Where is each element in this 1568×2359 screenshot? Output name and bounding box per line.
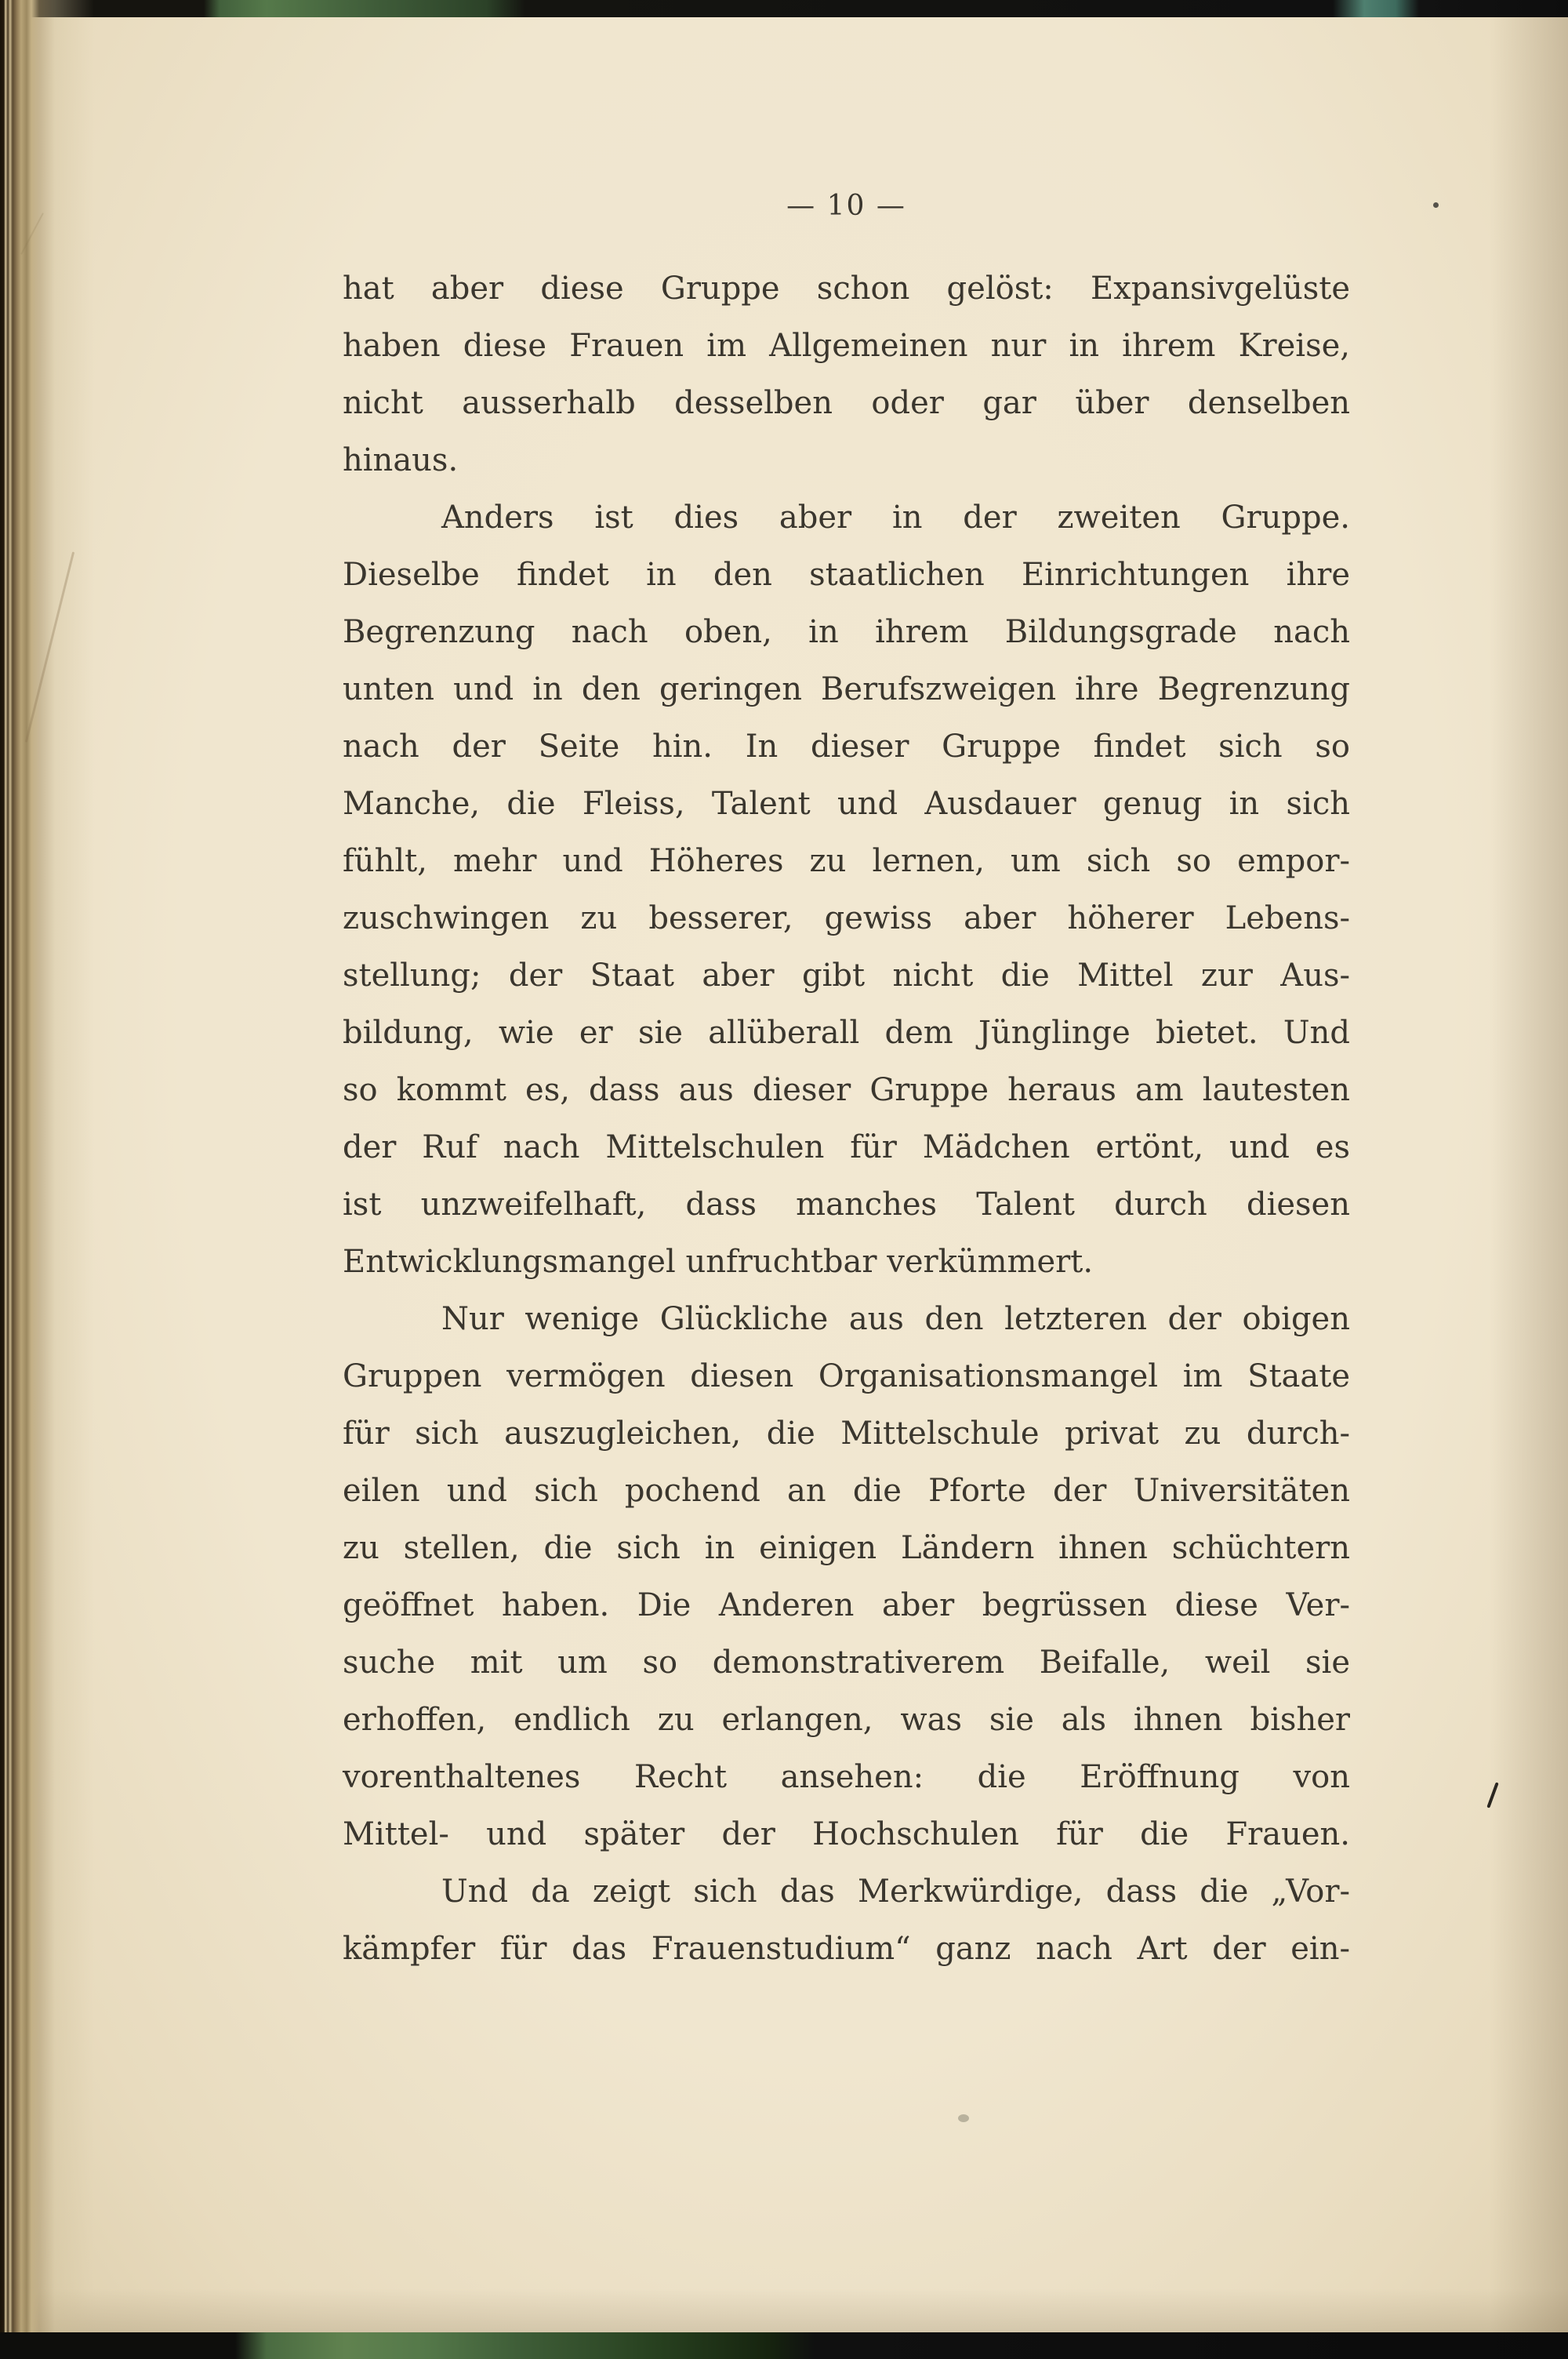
text-line: hinaus.	[343, 442, 459, 478]
text-line: kämpfer für das Frauenstudium“ ganz nach Art der ein-	[343, 1931, 1350, 1967]
text-line: Und da zeigt sich das Merkwürdige, dass die „Vor-	[441, 1874, 1350, 1910]
text-line: Begrenzung nach oben, in ihrem Bildungsgrade nach	[343, 614, 1350, 650]
book-cover-top-edge	[0, 0, 1568, 17]
text-line: geöffnet haben. Die Anderen aber begrüssen diese Ver-	[343, 1587, 1350, 1623]
text-line: zuschwingen zu besserer, gewiss aber höherer Lebens-	[343, 900, 1350, 936]
text-line: unten und in den geringen Berufszweigen ihre Begrenzung	[343, 671, 1350, 707]
text-line: nach der Seite hin. In dieser Gruppe findet sich so	[343, 729, 1350, 765]
text-line: bildung, wie er sie allüberall dem Jünglinge bietet. Und	[343, 1015, 1350, 1051]
text-line: suche mit um so demonstrativerem Beifalle, weil sie	[343, 1645, 1350, 1681]
text-line: Entwicklungsmangel unfruchtbar verkümmert.	[343, 1244, 1094, 1280]
text-line: ist unzweifelhaft, dass manches Talent durch diesen	[343, 1187, 1350, 1223]
text-line: Gruppen vermögen diesen Organisationsmangel im Staate	[343, 1358, 1350, 1394]
pen-mark	[1486, 1782, 1498, 1808]
book-cover-bottom-edge	[0, 2332, 1568, 2359]
text-line: haben diese Frauen im Allgemeinen nur in ihrem Kreise,	[343, 328, 1350, 364]
text-line: hat aber diese Gruppe schon gelöst: Expansivgelüste	[343, 271, 1350, 307]
ink-speck	[1433, 202, 1439, 208]
text-line: zu stellen, die sich in einigen Ländern ihnen schüchtern	[343, 1530, 1350, 1566]
text-line: Manche, die Fleiss, Talent und Ausdauer genug in sich	[343, 786, 1350, 822]
text-line: für sich auszugleichen, die Mittelschule privat zu durch-	[343, 1416, 1350, 1452]
page-stack-binding-edge	[0, 0, 94, 2359]
text-line: fühlt, mehr und Höheres zu lernen, um sich so empor-	[343, 843, 1350, 879]
ink-speck	[958, 2114, 969, 2122]
text-line: erhoffen, endlich zu erlangen, was sie als ihnen bisher	[343, 1702, 1350, 1738]
text-line: stellung; der Staat aber gibt nicht die Mittel zur Aus-	[343, 958, 1350, 994]
page-number: — 10 —	[786, 190, 906, 222]
text-line: der Ruf nach Mittelschulen für Mädchen ertönt, und es	[343, 1129, 1350, 1165]
text-line: nicht ausserhalb desselben oder gar über denselben	[343, 385, 1350, 421]
text-line: so kommt es, dass aus dieser Gruppe heraus am lautesten	[343, 1072, 1350, 1108]
text-line: Mittel- und später der Hochschulen für die Frauen.	[343, 1816, 1350, 1852]
text-line: Nur wenige Glückliche aus den letzteren der obigen	[441, 1301, 1350, 1337]
page-text-block	[343, 187, 1350, 1978]
text-line: vorenthaltenes Recht ansehen: die Eröffnung von	[343, 1759, 1350, 1795]
body-text	[343, 260, 1350, 1978]
text-line: eilen und sich pochend an die Pforte der Universitäten	[343, 1473, 1350, 1509]
text-line: Dieselbe findet in den staatlichen Einrichtungen ihre	[343, 557, 1350, 593]
text-line: Anders ist dies aber in der zweiten Gruppe.	[441, 500, 1350, 536]
